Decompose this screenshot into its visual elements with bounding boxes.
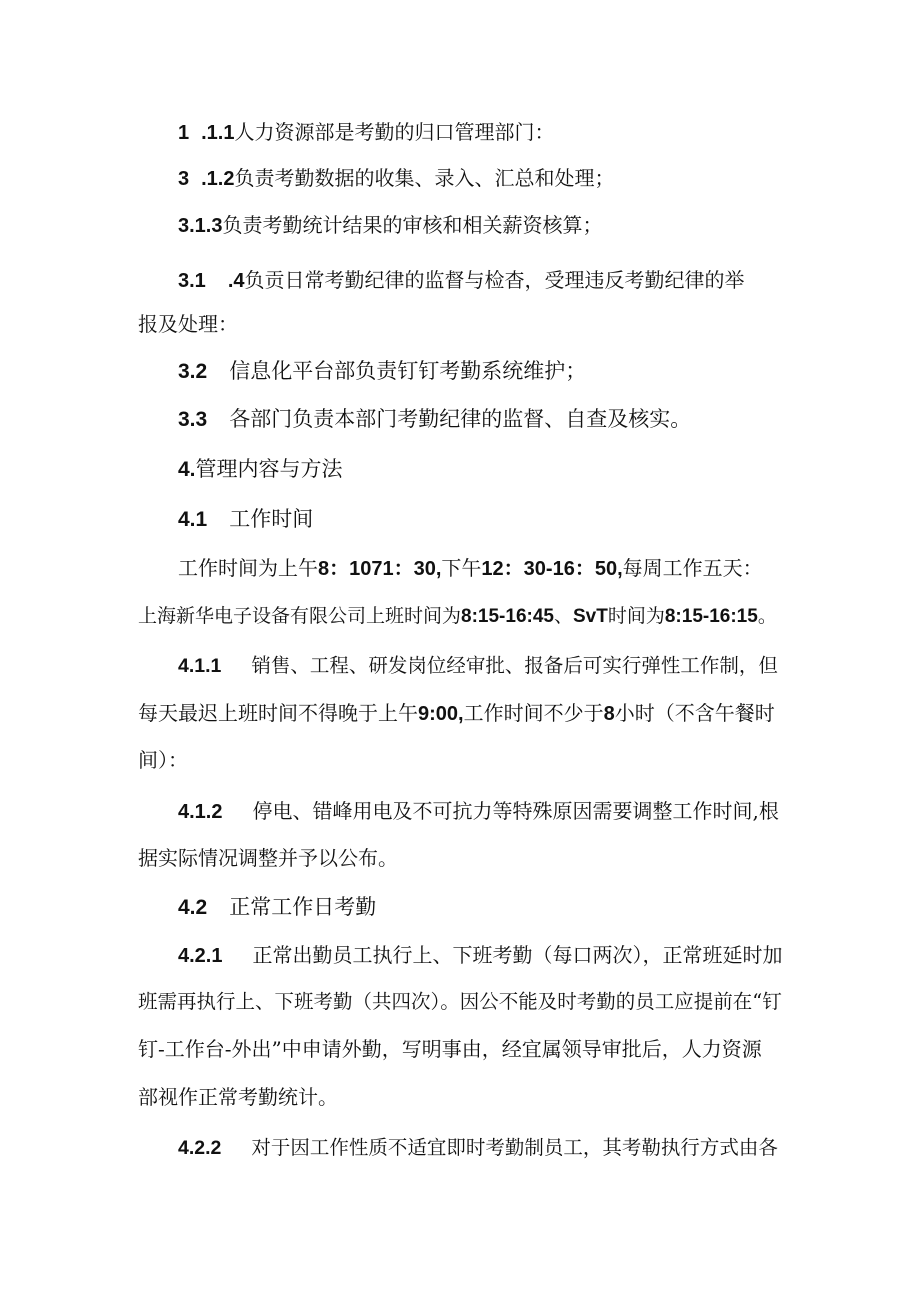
section-4-heading bbox=[178, 455, 343, 484]
time-value: 8:15-16:15 bbox=[664, 606, 758, 627]
text-segment: 。 bbox=[757, 605, 777, 627]
company-abbreviation: SvT bbox=[572, 606, 608, 627]
work-hours-line-2 bbox=[138, 602, 777, 631]
clause-text: 负责考勤数据的收集、录入、汇总和处理； bbox=[234, 166, 615, 190]
clause-number: 4.1.2 bbox=[178, 801, 223, 823]
text-segment: 每天最迟上班时间不得晚于上午 bbox=[138, 701, 418, 725]
clause-3-3 bbox=[178, 405, 691, 434]
section-4-1-heading bbox=[178, 505, 313, 534]
clause-text: 停电、错峰用电及不可抗力等特殊原因需要调整工作时间,根 bbox=[252, 799, 779, 823]
clause-3-1-2 bbox=[178, 164, 614, 193]
time-value: 12：30-16：50, bbox=[481, 558, 623, 580]
clause-text: 负责考勤统计结果的审核和相关薪资核算； bbox=[222, 213, 603, 237]
hours-value: 8 bbox=[603, 703, 615, 725]
text-segment: 工作时间不少于 bbox=[463, 701, 604, 725]
text-segment: 每周工作五天： bbox=[622, 556, 763, 580]
text-segment: 时间为 bbox=[607, 605, 665, 627]
clause-text: 信息化平台部负责钉钉考勤系统维护； bbox=[229, 359, 587, 383]
clause-4-1-2-continued bbox=[138, 844, 398, 872]
clause-number-suffix: .1.2 bbox=[201, 168, 235, 190]
clause-number: 4.2.1 bbox=[178, 945, 223, 967]
clause-number: 3.2 bbox=[178, 360, 208, 383]
clause-4-1-1-end bbox=[138, 746, 188, 774]
clause-text: 销售、工程、研发岗位经审批、报备后可实行弹性工作制，但 bbox=[251, 654, 778, 677]
clause-number: 3.1 bbox=[178, 270, 206, 292]
clause-number: 4.2.2 bbox=[178, 1137, 222, 1159]
clause-number: 4.1.1 bbox=[178, 655, 222, 677]
clause-text: 正常出勤员工执行上、下班考勤（每口两次），正常班延时加 bbox=[252, 943, 783, 967]
clause-number: 3.3 bbox=[178, 408, 208, 431]
text-segment: 工作时间为上午 bbox=[178, 556, 318, 580]
time-value: 8:15-16:45 bbox=[461, 606, 554, 627]
clause-3-1-3 bbox=[178, 211, 602, 240]
clause-3-2 bbox=[178, 357, 586, 386]
clause-4-2-1 bbox=[178, 941, 782, 970]
clause-3-1-1 bbox=[178, 118, 554, 147]
text-segment: 上海新华电子设备有限公司上班时间为 bbox=[138, 605, 462, 627]
time-value: 9:00, bbox=[418, 703, 464, 725]
section-title: 管理内容与方法 bbox=[195, 457, 343, 481]
clause-3-1-4-continued bbox=[138, 310, 238, 338]
clause-4-2-1-line-3 bbox=[138, 1035, 762, 1063]
clause-text: 报及处理： bbox=[138, 312, 238, 336]
clause-3-1-4 bbox=[178, 266, 745, 295]
text-segment: 、 bbox=[553, 605, 573, 627]
clause-4-1-1 bbox=[178, 652, 778, 680]
clause-number: 3 bbox=[178, 168, 190, 190]
section-number: 4.1 bbox=[178, 508, 208, 531]
section-4-2-heading bbox=[178, 893, 376, 922]
clause-text: 各部门负责本部门考勤纪律的监督、自查及核实。 bbox=[229, 407, 692, 431]
clause-text: 部视作正常考勤统计。 bbox=[138, 1085, 338, 1109]
time-value: 8：1071：30, bbox=[318, 558, 442, 580]
clause-number: 1 bbox=[178, 122, 190, 144]
clause-4-2-2 bbox=[178, 1134, 778, 1162]
text-segment: 下午 bbox=[441, 556, 482, 580]
section-number: 4. bbox=[178, 458, 196, 481]
work-hours-line-1 bbox=[178, 554, 763, 583]
clause-text: 班需再执行上、下班考勤（共四次）。因公不能及时考勤的员工应提前在“钉 bbox=[138, 990, 782, 1013]
clause-4-1-2 bbox=[178, 797, 779, 826]
clause-text: 对于因工作性质不适宜即时考勤制员工，其考勒执行方式由各 bbox=[251, 1136, 778, 1159]
clause-text: 负贡日常考勤纪律的监督与检杳，受理违反考勤纪律的举 bbox=[244, 268, 745, 292]
clause-number: 3.1.3 bbox=[178, 215, 223, 237]
clause-text: 据实际情况调整并予以公布。 bbox=[138, 846, 398, 870]
section-number: 4.2 bbox=[178, 896, 208, 919]
clause-number-suffix: .1.1 bbox=[201, 122, 235, 144]
section-title: 正常工作日考勤 bbox=[229, 895, 377, 919]
clause-4-1-1-continued bbox=[138, 699, 775, 728]
clause-text: 钉-工作台-外出”中申请外勤，写明事由，经宜属领导审批后，人力资源 bbox=[138, 1037, 762, 1061]
clause-4-2-1-line-2 bbox=[138, 988, 782, 1016]
clause-text: 人力资源部是考勤的归口管理部门： bbox=[234, 120, 555, 144]
clause-4-2-1-line-4 bbox=[138, 1083, 338, 1111]
text-segment: 小时（不含午餐时 bbox=[614, 701, 775, 725]
section-title: 工作时间 bbox=[229, 507, 314, 531]
clause-text: 间）： bbox=[138, 748, 188, 772]
clause-number-suffix: .4 bbox=[227, 270, 245, 292]
